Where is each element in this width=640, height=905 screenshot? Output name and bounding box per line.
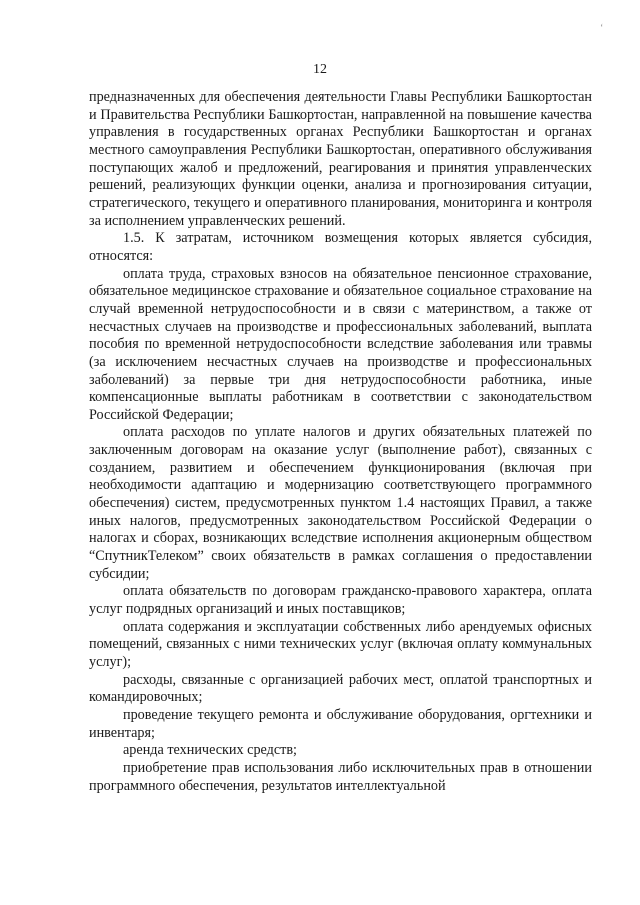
paragraph-civil-contracts: оплата обязательств по договорам гражданско-правового характера, оплата услуг подрядных организаций и иных поставщиков; (89, 583, 592, 618)
corner-mark: ‘ (600, 23, 604, 34)
paragraph-taxes: оплата расходов по уплате налогов и других обязательных платежей по заключенным договорам на оказание услуг (выполнение работ), связанных с созданием, развитием и обеспечением функционирования (включая при необходимости адаптацию и модернизацию соответствующего программного обеспечения) систем, предусмотренных пунктом 1.4 настоящих Правил, а также иных налогов, предусмотренных законодательством Российской Федерации о налогах и сборах, возникающих вследствие исполнения акционерным обществом “СпутникТелеком” своих обязательств в рамках соглашения о предоставлении субсидии; (89, 424, 592, 582)
paragraph-workplaces: расходы, связанные с организацией рабочих мест, оплатой транспортных и командировочных; (89, 671, 592, 706)
paragraph-continuation: предназначенных для обеспечения деятельности Главы Республики Башкортостан и Правительства Республики Башкортостан, направленной на повышение качества управления в государственных органах Республики Башкортостан и органах местного самоуправления Республики Башкортостан, оперативного обслуживания поступающих жалоб и предложений, реагирования и принятия управленческих решений, реализующих функции оценки, анализа и прогнозирования ситуации, стратегического, текущего и оперативного планирования, мониторинга и контроля за исполнением управленческих решений. (89, 89, 592, 229)
page-number: 12 (313, 62, 327, 77)
body-text (89, 89, 592, 795)
paragraph-office-maintenance: оплата содержания и эксплуатации собственных либо арендуемых офисных помещений, связанных с ними технических услуг (включая оплату коммунальных услуг); (89, 618, 592, 670)
paragraph-labor-costs: оплата труда, страховых взносов на обязательное пенсионное страхование, обязательное медицинское страхование и обязательное социальное страхование на случай временной нетрудоспособности и в связи с материнством, а также от несчастных случаев на производстве и профессиональных заболеваний, выплата пособия по временной нетрудоспособности вследствие заболевания или травмы (за исключением несчастных случаев на производстве и профессиональных заболеваний) за первые три дня нетрудоспособности работника, иные компенсационные выплаты работникам в соответствии с законодательством Российской Федерации; (89, 265, 592, 423)
paragraph-software-rights: приобретение прав использования либо исключительных прав в отношении программного обеспечения, результатов интеллектуальной (89, 759, 592, 794)
paragraph-equipment-rental: аренда технических средств; (123, 742, 297, 759)
paragraph-repairs: проведение текущего ремонта и обслуживание оборудования, оргтехники и инвентаря; (89, 706, 592, 741)
paragraph-clause-1-5: 1.5. К затратам, источником возмещения которых является субсидия, относятся: (89, 230, 592, 264)
